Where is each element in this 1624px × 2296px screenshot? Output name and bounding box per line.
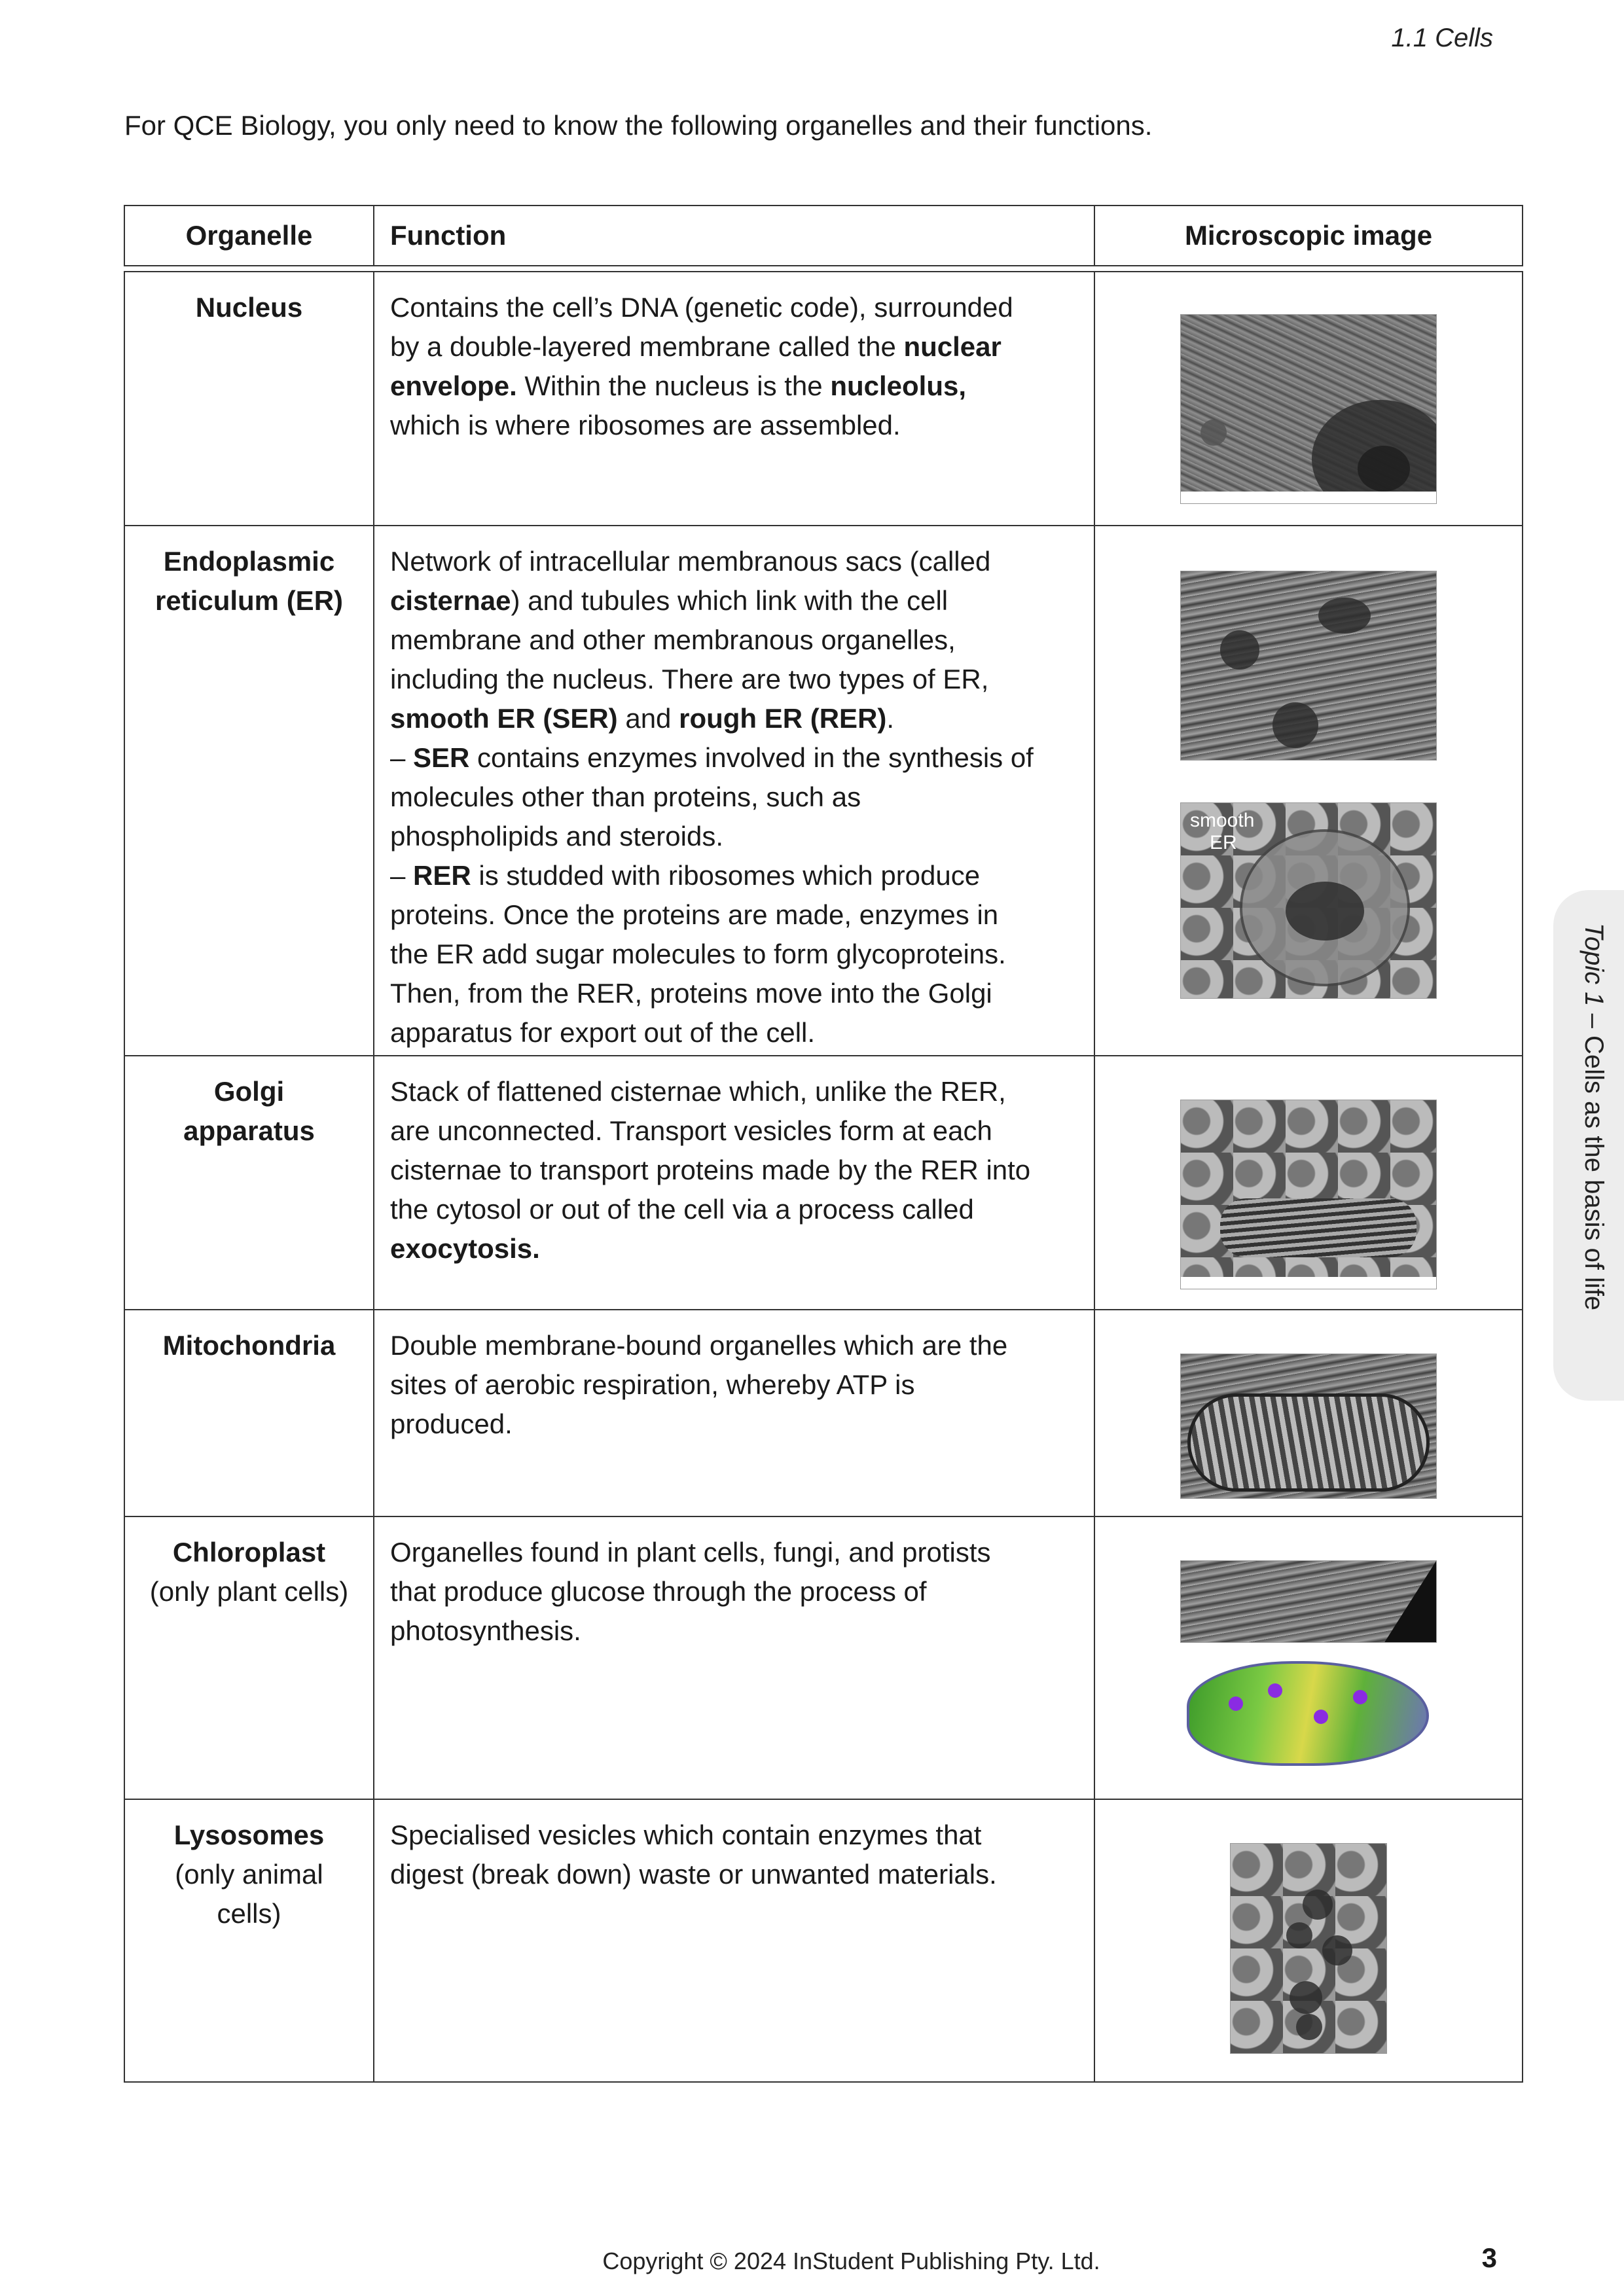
image-cell <box>1094 1516 1523 1799</box>
image-cell <box>1094 1799 1523 2082</box>
function-line <box>390 660 1079 699</box>
function-text-run: produced. <box>390 1408 513 1439</box>
table-row <box>124 1310 1523 1516</box>
nucleus-micrograph <box>1180 314 1437 504</box>
organelle-note: (only animal cells) <box>175 1859 323 1929</box>
header-function: Function <box>374 206 1094 266</box>
organelle-cell <box>124 1056 374 1310</box>
function-text-run: cisternae to transport proteins made by the RER into <box>390 1155 1031 1185</box>
organelle-cell <box>124 1310 374 1516</box>
golgi-micrograph <box>1180 1100 1437 1289</box>
table-row <box>124 1516 1523 1799</box>
function-text-run: and <box>617 703 679 734</box>
function-line <box>390 895 1079 935</box>
topic-dash: – <box>1579 1006 1608 1035</box>
function-line <box>390 1611 1079 1651</box>
rough-er-micrograph <box>1180 571 1437 761</box>
lysosome-micrograph <box>1230 1843 1387 2054</box>
organelle-name: Lysosomes <box>173 1820 325 1850</box>
intro-text: For QCE Biology, you only need to know the following organelles and their functions. <box>124 110 1153 141</box>
function-cell <box>374 1310 1094 1516</box>
function-line <box>390 1072 1079 1111</box>
function-text-run: membrane and other membranous organelles, <box>390 624 956 655</box>
table-header <box>124 205 1523 266</box>
key-term: smooth ER (SER) <box>390 703 618 734</box>
function-text-run: Network of intracellular membranous sacs (called <box>390 546 991 577</box>
function-line <box>390 327 1079 367</box>
function-text-run: sites of aerobic respiration, whereby ATP is <box>390 1369 915 1400</box>
function-line <box>390 620 1079 660</box>
function-line <box>390 1855 1079 1894</box>
topic-title: Cells as the basis of life <box>1579 1035 1608 1311</box>
function-line <box>390 1190 1079 1229</box>
key-term: SER <box>413 742 470 773</box>
function-line <box>390 1816 1079 1855</box>
chloroplast-3d-model <box>1187 1661 1429 1766</box>
header-image: Microscopic image <box>1094 206 1523 266</box>
key-term: nuclear <box>903 331 1001 362</box>
smooth-er-label: smooth ER <box>1190 810 1255 853</box>
function-text-run: that produce glucose through the process of <box>390 1576 927 1607</box>
function-line <box>390 1533 1079 1572</box>
function-line <box>390 1013 1079 1052</box>
image-cell <box>1094 526 1523 1056</box>
function-cell <box>374 526 1094 1056</box>
function-text-run: . <box>886 703 895 734</box>
organelle-cell <box>124 1516 374 1799</box>
function-text-run: Stack of flattened cisternae which, unlike the RER, <box>390 1076 1006 1107</box>
function-line <box>390 288 1079 327</box>
function-line <box>390 1326 1079 1365</box>
function-text <box>390 1533 1079 1651</box>
function-line <box>390 856 1079 895</box>
function-line <box>390 699 1079 738</box>
image-cell <box>1094 1310 1523 1516</box>
key-term: RER <box>413 860 471 891</box>
function-text-run: Then, from the RER, proteins move into the Golgi <box>390 978 992 1009</box>
organelle-name: Chloroplast <box>172 1537 326 1568</box>
function-line <box>390 1151 1079 1190</box>
function-cell <box>374 1056 1094 1310</box>
table-row <box>124 526 1523 1056</box>
function-text-run: Specialised vesicles which contain enzymes that <box>390 1820 982 1850</box>
key-term: rough ER (RER) <box>679 703 887 734</box>
function-text-run: digest (break down) waste or unwanted materials. <box>390 1859 997 1890</box>
function-cell <box>374 1799 1094 2082</box>
function-line <box>390 974 1079 1013</box>
organelle-note: (only plant cells) <box>149 1576 349 1607</box>
function-text <box>390 1072 1079 1268</box>
function-cell <box>374 1516 1094 1799</box>
header-organelle: Organelle <box>124 206 374 266</box>
side-tab-text <box>1569 923 1608 1381</box>
organelle-name: Mitochondria <box>162 1330 336 1361</box>
organelle-cell <box>124 1799 374 2082</box>
organelle-name: Endoplasmic reticulum (ER) <box>154 546 344 616</box>
function-line <box>390 1111 1079 1151</box>
function-text-run: – <box>390 860 414 891</box>
topic-label: Topic 1 <box>1579 923 1608 1007</box>
function-line <box>390 817 1079 856</box>
function-line <box>390 367 1079 406</box>
page-number: 3 <box>1481 2242 1497 2273</box>
function-text <box>390 542 1079 1052</box>
function-cell <box>374 272 1094 526</box>
function-line <box>390 738 1079 778</box>
function-line <box>390 1572 1079 1611</box>
function-text-run: proteins. Once the proteins are made, enzymes in <box>390 899 999 930</box>
smooth-er-micrograph <box>1180 802 1437 999</box>
function-line <box>390 1229 1079 1268</box>
footer-copyright: Copyright © 2024 InStudent Publishing Pty. Ltd. <box>602 2248 1100 2274</box>
chloroplast-micrograph <box>1180 1560 1437 1643</box>
function-text-run: phospholipids and steroids. <box>390 821 724 852</box>
function-line <box>390 778 1079 817</box>
key-term: cisternae <box>390 585 511 616</box>
function-text-run: the cytosol or out of the cell via a process called <box>390 1194 974 1225</box>
function-text-run: apparatus for export out of the cell. <box>390 1017 816 1048</box>
function-text-run: contains enzymes involved in the synthesis of <box>469 742 1034 773</box>
key-term: envelope. <box>390 370 517 401</box>
organelle-table <box>124 271 1523 2083</box>
function-text-run: which is where ribosomes are assembled. <box>390 410 901 440</box>
function-text-run: is studded with ribosomes which produce <box>471 860 981 891</box>
function-line <box>390 935 1079 974</box>
image-cell <box>1094 1056 1523 1310</box>
function-text-run: are unconnected. Transport vesicles form at each <box>390 1115 992 1146</box>
table-row <box>124 1056 1523 1310</box>
function-line <box>390 1405 1079 1444</box>
table-row <box>124 272 1523 526</box>
running-header: 1.1 Cells <box>1391 24 1493 52</box>
organelle-name: Golgi apparatus <box>183 1076 315 1146</box>
key-term: exocytosis. <box>390 1233 540 1264</box>
function-text <box>390 288 1079 445</box>
function-text-run: including the nucleus. There are two types of ER, <box>390 664 989 694</box>
function-line <box>390 1365 1079 1405</box>
function-text <box>390 1326 1079 1444</box>
mitochondria-micrograph <box>1180 1354 1437 1499</box>
function-text <box>390 1816 1079 1894</box>
function-text-run: the ER add sugar molecules to form glycoproteins. <box>390 939 1006 969</box>
organelle-cell <box>124 526 374 1056</box>
function-line <box>390 406 1079 445</box>
organelle-name: Nucleus <box>195 292 303 323</box>
key-term: nucleolus, <box>830 370 967 401</box>
organelle-cell <box>124 272 374 526</box>
function-text-run: Within the nucleus is the <box>516 370 831 401</box>
function-text-run: Organelles found in plant cells, fungi, and protists <box>390 1537 991 1568</box>
function-line <box>390 542 1079 581</box>
image-cell <box>1094 272 1523 526</box>
table-row <box>124 1799 1523 2082</box>
function-text-run: photosynthesis. <box>390 1615 581 1646</box>
function-text-run: Double membrane-bound organelles which are the <box>390 1330 1008 1361</box>
function-text-run: Contains the cell’s DNA (genetic code), surrounded <box>390 292 1013 323</box>
function-text-run: molecules other than proteins, such as <box>390 781 861 812</box>
function-text-run: – <box>390 742 414 773</box>
function-line <box>390 581 1079 620</box>
function-text-run: ) and tubules which link with the cell <box>511 585 948 616</box>
function-text-run: by a double-layered membrane called the <box>390 331 904 362</box>
